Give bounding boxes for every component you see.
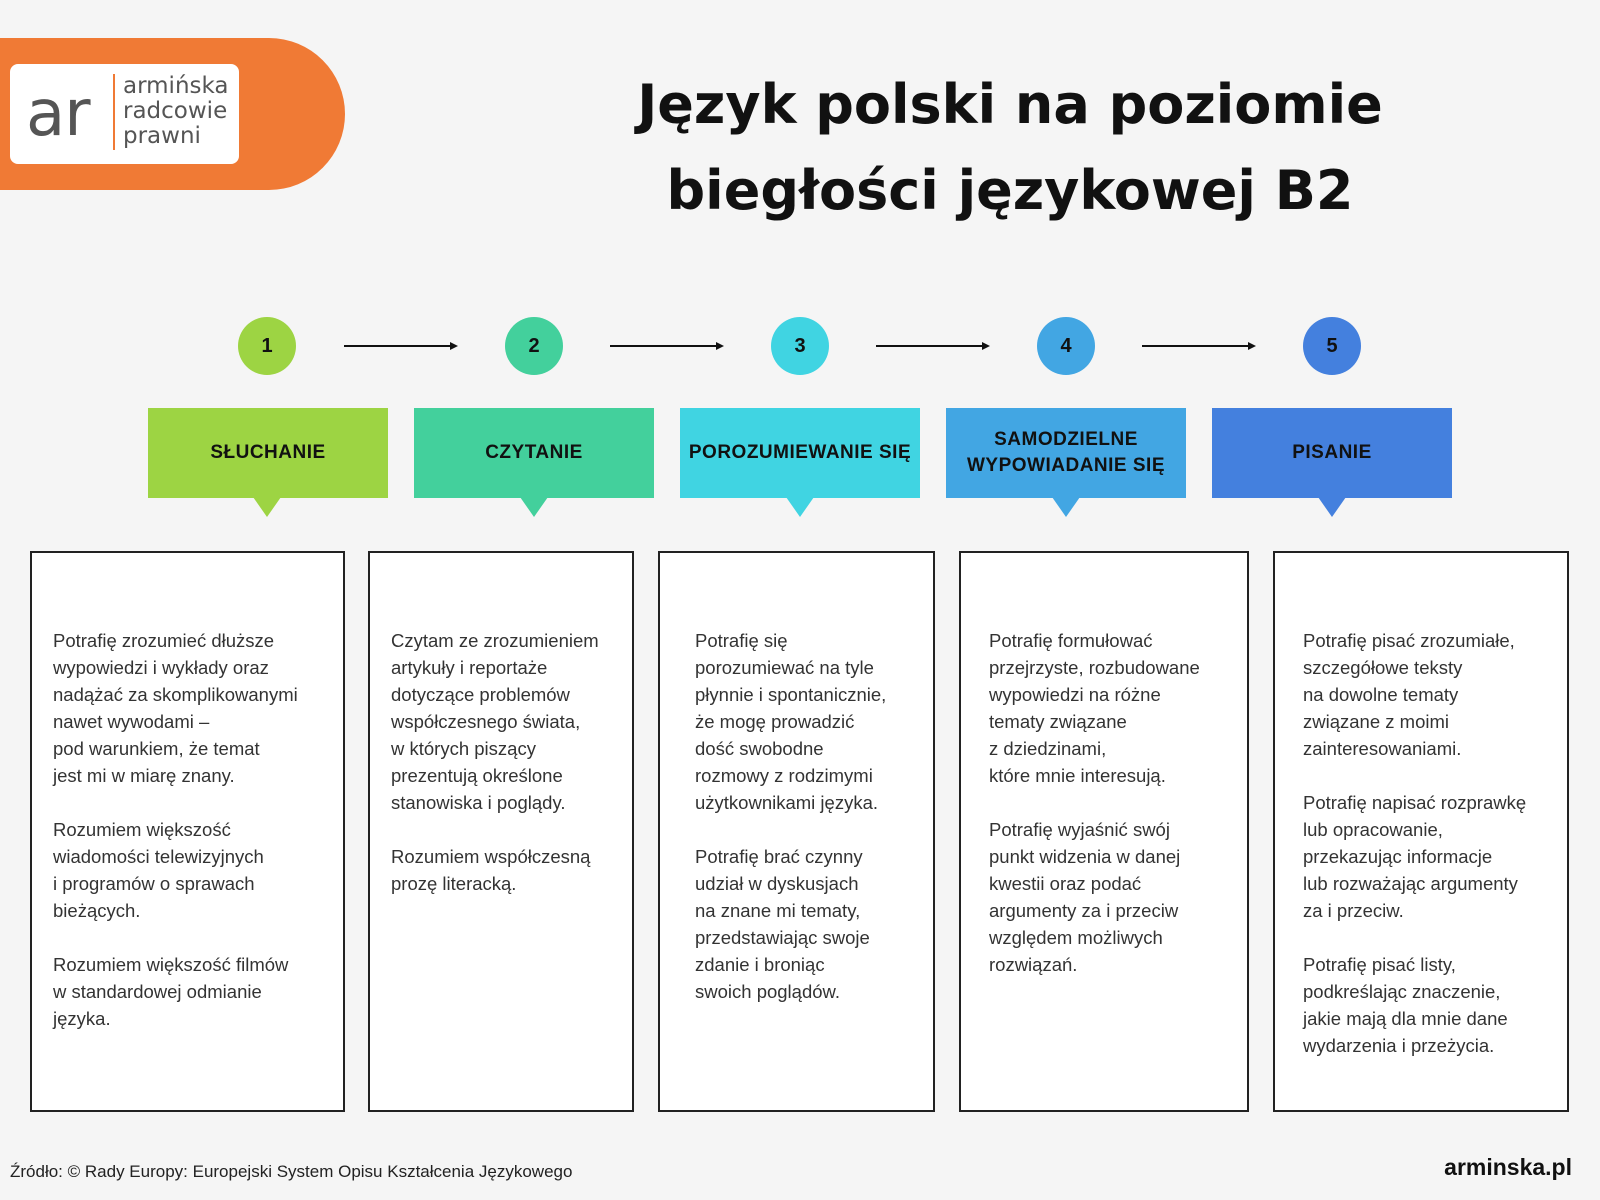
logo bbox=[10, 64, 239, 164]
step-3-description-box bbox=[658, 551, 935, 1112]
description-line: że mogę prowadzić bbox=[695, 711, 855, 732]
description-line: zainteresowaniami. bbox=[1303, 738, 1462, 759]
source-note: Źródło: © Rady Europy: Europejski System Opisu Kształcenia Językowego bbox=[10, 1162, 573, 1181]
description-line: jakie mają dla mnie dane bbox=[1303, 1008, 1508, 1029]
arrow-3-to-4 bbox=[876, 339, 990, 353]
description-line: prozę literacką. bbox=[391, 873, 517, 894]
description-line: nawet wywodami – bbox=[53, 711, 210, 732]
description-line: wiadomości telewizyjnych bbox=[53, 846, 264, 867]
description-line: bieżących. bbox=[53, 900, 141, 921]
step-5-category bbox=[1212, 408, 1452, 498]
site-link[interactable]: arminska.pl bbox=[1444, 1154, 1572, 1180]
step-4-circle bbox=[1037, 317, 1095, 375]
step-5-paragraph bbox=[1303, 627, 1526, 762]
description-line: języka. bbox=[53, 1008, 111, 1029]
description-line: użytkownikami języka. bbox=[695, 792, 879, 813]
description-line: współczesnego świata, bbox=[391, 711, 581, 732]
description-line: na dowolne tematy bbox=[1303, 684, 1459, 705]
step-2-paragraph bbox=[391, 627, 599, 816]
title-line-1: Język polski na poziomie bbox=[637, 73, 1383, 136]
step-5-circle bbox=[1303, 317, 1361, 375]
description-line: udział w dyskusjach bbox=[695, 873, 859, 894]
title-line-2: biegłości językowej B2 bbox=[666, 159, 1354, 222]
description-line: przejrzyste, rozbudowane bbox=[989, 657, 1200, 678]
description-line: stanowiska i poglądy. bbox=[391, 792, 566, 813]
step-2-description bbox=[391, 627, 599, 897]
step-4-pointer bbox=[1052, 497, 1080, 517]
description-line: Potrafię pisać zrozumiałe, bbox=[1303, 630, 1515, 651]
step-2-category bbox=[414, 408, 654, 498]
description-line: zdanie i broniąc bbox=[695, 954, 825, 975]
step-2-circle bbox=[505, 317, 563, 375]
arrow-2-to-3 bbox=[610, 339, 724, 353]
step-1-number: 1 bbox=[261, 334, 273, 357]
step-3-number: 3 bbox=[794, 334, 806, 357]
step-2-pointer bbox=[520, 497, 548, 517]
step-5-paragraph bbox=[1303, 951, 1526, 1059]
step-1-paragraph bbox=[53, 627, 298, 789]
step-5-number: 5 bbox=[1326, 334, 1338, 357]
step-4-number: 4 bbox=[1060, 334, 1072, 357]
description-line: kwestii oraz podać bbox=[989, 873, 1142, 894]
step-1-circle bbox=[238, 317, 296, 375]
description-line: Rozumiem większość filmów bbox=[53, 954, 289, 975]
description-line: tematy związane bbox=[989, 711, 1127, 732]
description-line: porozumiewać na tyle bbox=[695, 657, 874, 678]
step-1-category bbox=[148, 408, 388, 498]
logo-divider bbox=[113, 74, 115, 150]
step-4-paragraph bbox=[989, 627, 1200, 789]
description-line: Czytam ze zrozumieniem bbox=[391, 630, 599, 651]
step-3-circle bbox=[771, 317, 829, 375]
description-line: lub rozważając argumenty bbox=[1303, 873, 1518, 894]
description-line: w których piszący bbox=[391, 738, 536, 759]
step-3-label: POROZUMIEWANIE SIĘ bbox=[688, 442, 912, 463]
logo-line-2: radcowie bbox=[123, 98, 228, 124]
step-5-paragraph bbox=[1303, 789, 1526, 924]
description-line: Rozumiem większość bbox=[53, 819, 231, 840]
description-line: Potrafię się bbox=[695, 630, 788, 651]
logo-line-1: armińska bbox=[123, 73, 229, 99]
description-line: Rozumiem współczesną bbox=[391, 846, 591, 867]
step-3-category bbox=[680, 408, 920, 498]
description-line: prezentują określone bbox=[391, 765, 563, 786]
description-line: Potrafię pisać listy, bbox=[1303, 954, 1456, 975]
description-line: pod warunkiem, że temat bbox=[53, 738, 260, 759]
step-3-pointer bbox=[786, 497, 814, 517]
step-4-category bbox=[946, 408, 1186, 498]
description-line: Potrafię zrozumieć dłuższe bbox=[53, 630, 275, 651]
description-line: na znane mi tematy, bbox=[695, 900, 861, 921]
description-line: i programów o sprawach bbox=[53, 873, 255, 894]
step-2-label: CZYTANIE bbox=[485, 442, 583, 463]
description-line: przedstawiając swoje bbox=[695, 927, 870, 948]
description-line: które mnie interesują. bbox=[989, 765, 1166, 786]
step-1-paragraph bbox=[53, 951, 298, 1032]
description-line: za i przeciw. bbox=[1303, 900, 1404, 921]
description-line: Potrafię wyjaśnić swój bbox=[989, 819, 1170, 840]
logo-line-3: prawni bbox=[123, 123, 201, 149]
description-line: rozmowy z rodzimymi bbox=[695, 765, 873, 786]
description-line: płynnie i spontanicznie, bbox=[695, 684, 887, 705]
description-line: rozwiązań. bbox=[989, 954, 1078, 975]
description-line: argumenty za i przeciw bbox=[989, 900, 1179, 921]
description-line: z dziedzinami, bbox=[989, 738, 1107, 759]
description-line: w standardowej odmianie bbox=[53, 981, 262, 1002]
step-2-description-box bbox=[368, 551, 634, 1112]
step-5-label: PISANIE bbox=[1292, 442, 1372, 463]
step-3-paragraph bbox=[695, 627, 886, 816]
step-2-paragraph bbox=[391, 843, 599, 897]
step-4-paragraph bbox=[989, 816, 1200, 978]
step-4-description-box bbox=[959, 551, 1249, 1112]
step-4-description bbox=[989, 627, 1200, 978]
description-line: jest mi w miarę znany. bbox=[53, 765, 235, 786]
description-line: artykuły i reportaże bbox=[391, 657, 548, 678]
step-1-description-box bbox=[30, 551, 345, 1112]
description-line: punkt widzenia w danej bbox=[989, 846, 1181, 867]
step-1-description bbox=[53, 627, 298, 1032]
step-3-paragraph bbox=[695, 843, 886, 1005]
description-line: przekazując informacje bbox=[1303, 846, 1493, 867]
description-line: wydarzenia i przeżycia. bbox=[1303, 1035, 1495, 1056]
logo-mark: ar bbox=[26, 77, 90, 151]
description-line: szczegółowe teksty bbox=[1303, 657, 1463, 678]
description-line: Potrafię brać czynny bbox=[695, 846, 863, 867]
step-5-description bbox=[1303, 627, 1526, 1059]
description-line: swoich poglądów. bbox=[695, 981, 841, 1002]
description-line: dość swobodne bbox=[695, 738, 824, 759]
description-line: Potrafię napisać rozprawkę bbox=[1303, 792, 1527, 813]
step-4-label: SAMODZIELNE WYPOWIADANIE SIĘ bbox=[966, 429, 1165, 476]
description-line: Potrafię formułować bbox=[989, 630, 1153, 651]
description-line: wypowiedzi na różne bbox=[989, 684, 1161, 705]
arrow-1-to-2 bbox=[344, 339, 458, 353]
step-2-number: 2 bbox=[528, 334, 540, 357]
description-line: podkreślając znaczenie, bbox=[1303, 981, 1501, 1002]
description-line: względem możliwych bbox=[989, 927, 1163, 948]
step-3-description bbox=[695, 627, 886, 1005]
description-line: związane z moimi bbox=[1303, 711, 1449, 732]
description-line: dotyczące problemów bbox=[391, 684, 570, 705]
description-line: wypowiedzi i wykłady oraz bbox=[53, 657, 269, 678]
description-line: nadążać za skomplikowanymi bbox=[53, 684, 298, 705]
step-1-label: SŁUCHANIE bbox=[210, 442, 326, 463]
step-1-paragraph bbox=[53, 816, 298, 924]
step-5-pointer bbox=[1318, 497, 1346, 517]
description-line: lub opracowanie, bbox=[1303, 819, 1443, 840]
step-1-pointer bbox=[253, 497, 281, 517]
page-title bbox=[570, 62, 1450, 234]
arrow-4-to-5 bbox=[1142, 339, 1256, 353]
step-5-description-box bbox=[1273, 551, 1569, 1112]
logo-wordmark bbox=[123, 74, 229, 149]
